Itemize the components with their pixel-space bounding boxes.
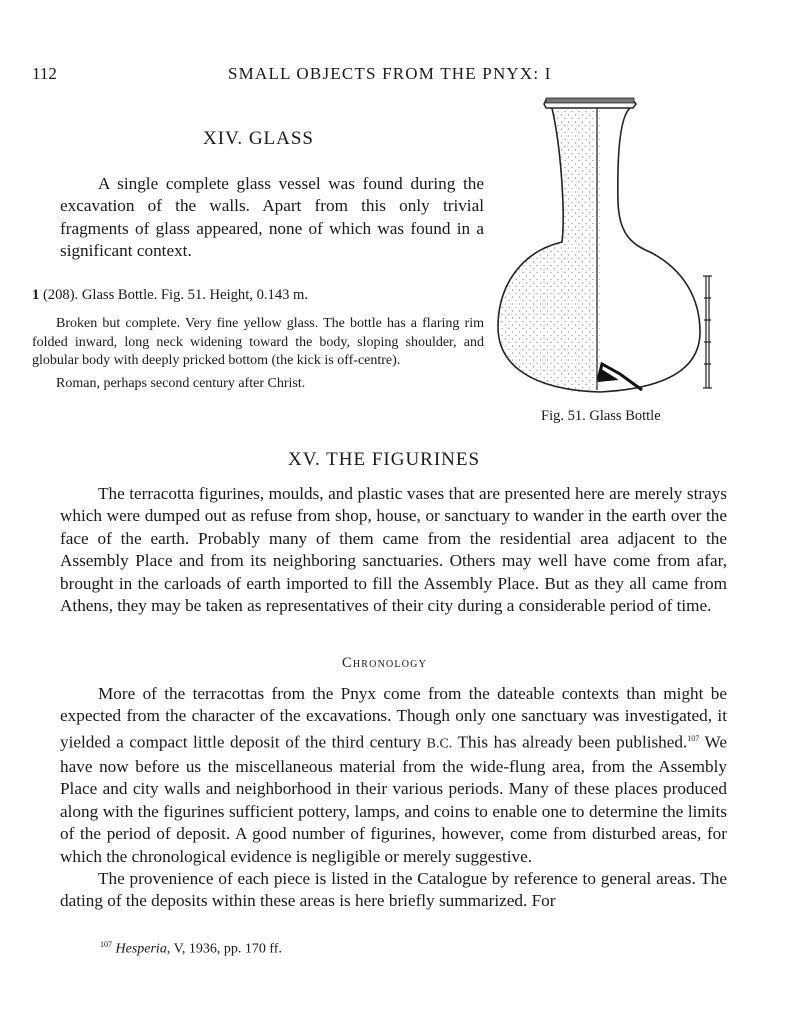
glass-bottle-drawing [490, 92, 730, 402]
chronology-paragraph-2: The provenience of each piece is listed in the Catalogue by reference to general areas. The dating of the deposits within these areas is here briefly summarized. For [60, 868, 727, 911]
footnote-number: 107 [100, 940, 112, 949]
footnote-ref: 107 [687, 733, 700, 743]
footnote [100, 940, 282, 958]
section-title-figurines: XV. THE FIGURINES [288, 449, 481, 470]
figurines-intro [60, 483, 727, 617]
running-title: SMALL OBJECTS FROM THE PNYX: I [228, 64, 552, 83]
glass-intro [60, 173, 484, 263]
glass-intro-text: A single complete glass vessel was found during the excavation of the walls. Apart from this only trivial fragments of glass appeared, none of which was found in a significant context. [60, 174, 484, 261]
section-title-glass: XIV. GLASS [203, 128, 315, 149]
scale-bar [703, 276, 712, 388]
entry-number: 1 [32, 287, 40, 303]
bottle-outline-right [600, 108, 700, 392]
catalogue-entry-body [32, 315, 484, 393]
catalogue-entry-heading [32, 287, 502, 304]
chronology-body [60, 683, 727, 913]
figure-glass-bottle [490, 92, 730, 402]
chronology-paragraph-1: More of the terracottas from the Pnyx come from the dateable contexts than might be expected from the character of the excavations. Though only one sanctuary was investigated, it yielded a compact little deposit of the third century B.C. This has already been published.$^{107}$ We have now before us the miscellaneous material from the wide-flung area, from the Assembly Place and city walls and neighborhood in their various periods. Many of these places produced along with the figurines sufficient pottery, lamps, and coins to enable one to determine the limits of the period of deposit. A good number of figurines, however, come from disturbed areas, for which the chronological evidence is negligible or merely suggestive. [60, 684, 727, 866]
era-bc: B.C. [426, 736, 453, 752]
chronology-heading: Chronology [342, 655, 428, 671]
running-head [32, 64, 732, 86]
figurines-intro-text: The terracotta figurines, moulds, and plastic vases that are presented here are merely strays which were dumped out as refuse from shop, house, or sanctuary to wander in the earth over the face of the earth. Probably many of them came from the residential area adjacent to the Assembly Place and from its neighboring sanctuaries. Others may well have come from afar, brought in the carloads of earth imported to fill the Assembly Place. But as they all came from Athens, they may be taken as representatives of their city during a considerable period of time. [60, 484, 727, 616]
footnote-citation: , V, 1936, pp. 170 ff. [166, 941, 282, 957]
figure-caption: Fig. 51. Glass Bottle [541, 408, 661, 424]
entry-heading-text: (208). Glass Bottle. Fig. 51. Height, 0.143 m. [39, 287, 309, 303]
entry-date: Roman, perhaps second century after Christ. [56, 375, 306, 391]
page-number: 112 [32, 64, 57, 83]
footnote-journal: Hesperia [115, 941, 167, 957]
entry-description: Broken but complete. Very fine yellow glass. The bottle has a flaring rim folded inward, long neck widening toward the body, sloping shoulder, and globular body with deeply pricked bottom (the kick is off-centre). [32, 316, 484, 369]
